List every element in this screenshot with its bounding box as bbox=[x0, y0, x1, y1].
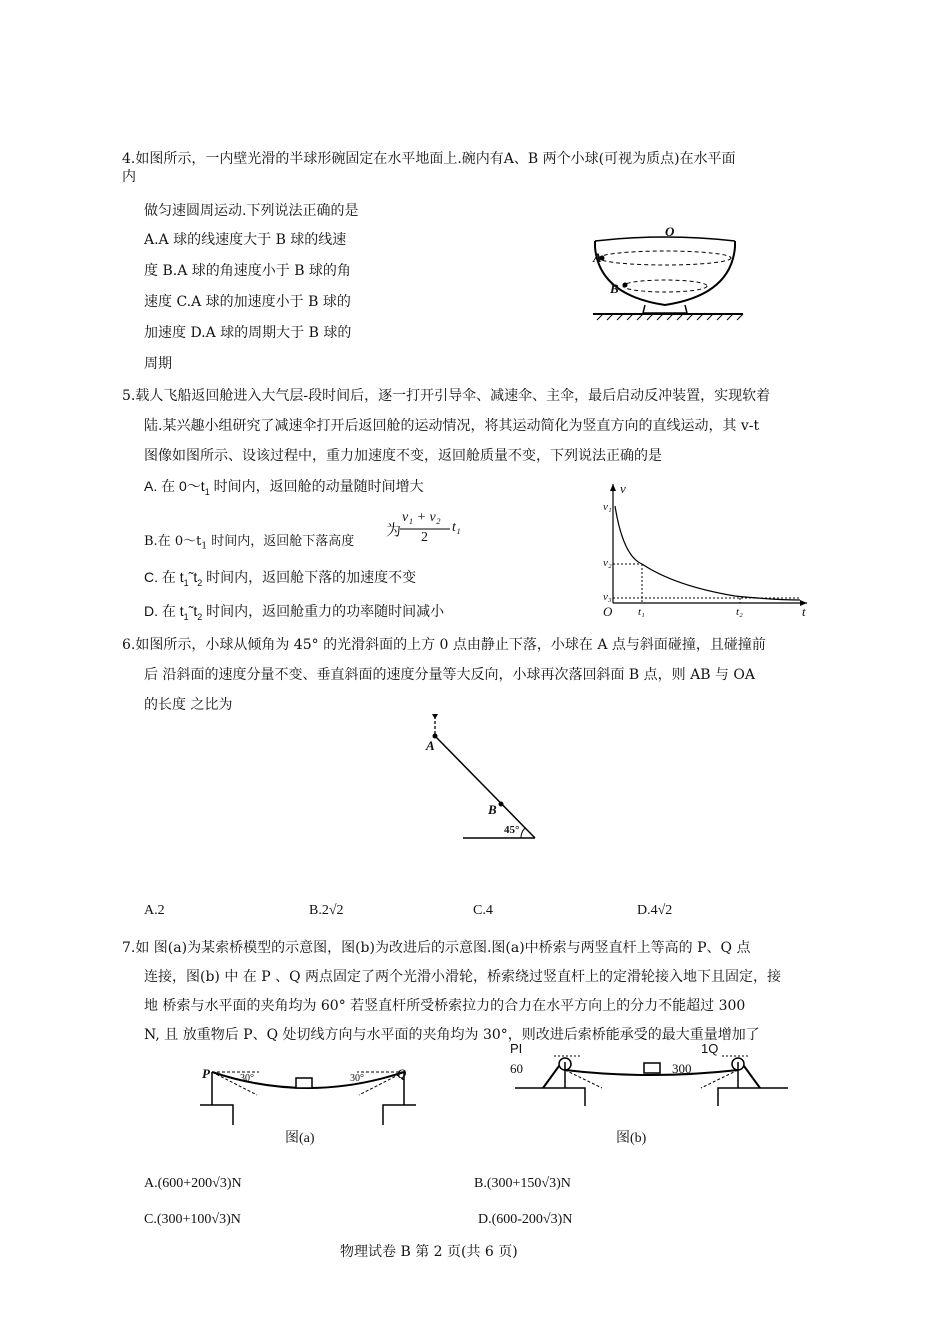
q7-figure-b bbox=[510, 1048, 795, 1123]
q5-option-b-wei: 为 bbox=[386, 521, 402, 539]
q5-option-b: B.在 $0\sim t_1$ 时间内，返回舱下落高度 bbox=[144, 534, 355, 552]
q6-option-a: A.2 bbox=[144, 903, 165, 918]
q7-stem-line4: N, 且 放重物后 P、Q 处切线方向与水平面的夹角均为 30°，则改进后索桥能承受的最大重量增加了 bbox=[144, 1027, 760, 1043]
q5-graph-t-label: t bbox=[802, 604, 806, 619]
q7-figure-a bbox=[195, 1060, 415, 1130]
q7b-label-1q: 1Q bbox=[701, 1041, 719, 1056]
q5-fraction-numerator: v₁ + v₂ bbox=[402, 510, 441, 525]
q7b-label-60: 60 bbox=[510, 1061, 523, 1076]
q4-label-a: A bbox=[593, 250, 602, 265]
q7-stem-line3: 地 桥索与水平面的夹角均为 60° 若竖直杆所受桥索拉力的合力在水平方向上的分力不能超过 300 bbox=[144, 998, 746, 1014]
q5-graph-v-label: v bbox=[620, 481, 626, 496]
q7-option-b: B.(300+150√3)N bbox=[474, 1176, 571, 1191]
q5-fraction-t1: t₁ bbox=[452, 520, 461, 535]
q5-graph-v2-label: v₂ bbox=[603, 557, 612, 569]
q4-option-line2: 度 B.A 球的角速度小于 B 球的角 bbox=[144, 263, 351, 279]
q7a-angle-left: 30° bbox=[240, 1073, 254, 1084]
q6-option-d: D.4√2 bbox=[637, 903, 673, 918]
q5-stem-line1: 5.载人飞船返回舱进入大气层-段时间后，逐一打开引导伞、减速伞、主伞，最后启动反冲装置，实现软着 bbox=[122, 388, 771, 404]
q4-label-o: O bbox=[665, 224, 675, 239]
q6-incline-figure bbox=[415, 710, 545, 845]
q5-vt-graph bbox=[595, 478, 815, 623]
page-footer: 物理试卷 B 第 2 页(共 6 页) bbox=[340, 1244, 518, 1260]
q5-option-a: A. 在 $0\sim t_1$ 时间内，返回舱的动量随时间增大 bbox=[144, 478, 424, 497]
q7b-caption: 图(b) bbox=[616, 1131, 647, 1146]
q7-option-a: A.(600+200√3)N bbox=[144, 1176, 242, 1191]
q6-stem-line3: 的长度 之比为 bbox=[144, 697, 233, 713]
q7-option-d: D.(600-200√3)N bbox=[478, 1212, 573, 1227]
q7-option-c: C.(300+100√3)N bbox=[144, 1212, 241, 1227]
q7a-label-p: P bbox=[202, 1066, 210, 1081]
q7-stem-line2: 连接，图(b) 中 在 P 、Q 两点固定了两个光滑小滑轮，桥索绕过竖直杆上的定滑轮接入地下且固定，接 bbox=[144, 969, 782, 985]
q4-option-line1: A.A 球的线速度大于 B 球的线速 bbox=[144, 232, 347, 248]
q6-label-b: B bbox=[488, 802, 497, 817]
q5-graph-t2-label: t₂ bbox=[736, 606, 743, 618]
q6-label-angle: 45° bbox=[504, 824, 520, 836]
q4-option-line5: 周期 bbox=[144, 356, 172, 372]
q4-stem-line1: 4.如图所示，一内壁光滑的半球形碗固定在水平地面上.碗内有A、B 两个小球(可视为质点)在水平面 bbox=[122, 151, 736, 167]
q7b-label-300: 300 bbox=[672, 1061, 692, 1076]
q4-stem-line3: 做匀速圆周运动.下列说法正确的是 bbox=[144, 203, 359, 219]
q4-option-line3: 速度 C.A 球的加速度小于 B 球的 bbox=[144, 294, 351, 310]
q7a-angle-right: 30° bbox=[350, 1073, 364, 1084]
q5-fraction-denominator: 2 bbox=[421, 530, 428, 545]
q6-option-c: C.4 bbox=[473, 903, 493, 918]
q7-stem-line1: 7.如 图(a)为某索桥模型的示意图，图(b)为改进后的示意图.图(a)中桥索与两竖直杆上等高的 P、Q 点 bbox=[122, 940, 751, 956]
q6-option-b: B.2√2 bbox=[309, 903, 344, 918]
q5-stem-line3: 图像如图所示、设该过程中，重力加速度不变，返回舱质量不变，下列说法正确的是 bbox=[144, 448, 662, 464]
q5-option-d: D. 在 $t_1˜t_2$ 时间内，返回舱重力的功率随时间减小 bbox=[144, 603, 445, 622]
q6-stem-line1: 6.如图所示，小球从倾角为 45° 的光滑斜面的上方 0 点由静止下落，小球在 A 点与斜面碰撞，且碰撞前 bbox=[122, 637, 766, 653]
q5-option-c: C. 在 $t_1˜t_2$ 时间内，返回舱下落的加速度不变 bbox=[144, 569, 417, 588]
q4-label-b: B bbox=[610, 281, 619, 296]
q5-graph-origin-label: O bbox=[603, 604, 613, 619]
q5-graph-v1-label: v₁ bbox=[603, 501, 612, 513]
q7a-caption: 图(a) bbox=[285, 1131, 315, 1146]
q7b-label-pi: PI bbox=[510, 1041, 523, 1056]
q5-graph-v3-label: v₃ bbox=[603, 591, 612, 603]
q7a-label-q: Q bbox=[397, 1066, 407, 1081]
q6-label-a: A bbox=[426, 738, 435, 753]
q5-graph-t1-label: t₁ bbox=[638, 606, 645, 618]
q4-bowl-figure bbox=[585, 225, 745, 325]
q5-stem-line2: 陆.某兴趣小组研究了减速伞打开后返回舱的运动情况，将其运动简化为竖直方向的直线运动，其 v-t bbox=[144, 418, 760, 434]
q4-stem-line2: 内 bbox=[122, 169, 136, 185]
q4-option-line4: 加速度 D.A 球的周期大于 B 球的 bbox=[144, 325, 352, 341]
q6-stem-line2: 后 沿斜面的速度分量不变、垂直斜面的速度分量等大反向，小球再次落回斜面 B 点，则 AB 与 OA bbox=[144, 667, 755, 683]
